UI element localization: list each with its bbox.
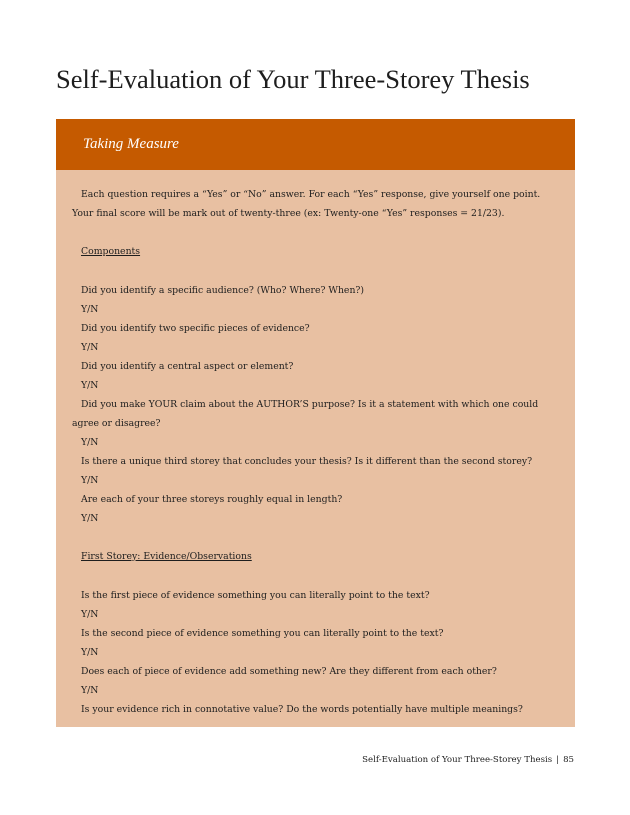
answer-yn: Y/N — [81, 342, 99, 353]
intro-paragraph: Each question requires a “Yes” or “No” answer. For each “Yes” response, give yourself one point. Your final score will be mark out of twenty-three (ex: Twenty-one “Yes” responses = 21/23). — [72, 189, 541, 219]
section-heading-first-storey: First Storey: Evidence/Observations — [81, 551, 252, 562]
question: Did you identify a specific audience? (Who? Where? When?) — [81, 285, 365, 296]
question: Did you identify a central aspect or element? — [81, 361, 294, 372]
question: Did you identify two specific pieces of evidence? — [81, 323, 310, 334]
box-body — [56, 170, 575, 719]
answer-yn: Y/N — [81, 647, 99, 658]
page-number: 85 — [563, 755, 574, 765]
question: Is your evidence rich in connotative value? Do the words potentially have multiple meanings? — [81, 704, 523, 715]
page-footer — [362, 755, 574, 765]
answer-yn: Y/N — [81, 513, 99, 524]
page-title: Self-Evaluation of Your Three-Storey Thesis — [56, 64, 530, 94]
footer-separator: | — [556, 755, 560, 765]
footer-title: Self-Evaluation of Your Three-Storey Thesis — [362, 755, 553, 765]
answer-yn: Y/N — [81, 380, 99, 391]
question: Is the first piece of evidence something you can literally point to the text? — [81, 590, 430, 601]
question: Is the second piece of evidence something you can literally point to the text? — [81, 628, 444, 639]
question: Did you make YOUR claim about the AUTHOR’S purpose? Is it a statement with which one could agree or disagree? — [72, 399, 539, 429]
taking-measure-box — [56, 119, 575, 727]
answer-yn: Y/N — [81, 685, 99, 696]
question: Are each of your three storeys roughly equal in length? — [81, 494, 343, 505]
box-header — [56, 119, 575, 170]
answer-yn: Y/N — [81, 437, 99, 448]
answer-yn: Y/N — [81, 609, 99, 620]
answer-yn: Y/N — [81, 304, 99, 315]
answer-yn: Y/N — [81, 475, 99, 486]
box-header-title: Taking Measure — [83, 136, 179, 152]
question: Is there a unique third storey that concludes your thesis? Is it different than the second storey? — [81, 456, 533, 467]
section-heading-components: Components — [81, 246, 141, 257]
question: Does each of piece of evidence add something new? Are they different from each other? — [81, 666, 497, 677]
